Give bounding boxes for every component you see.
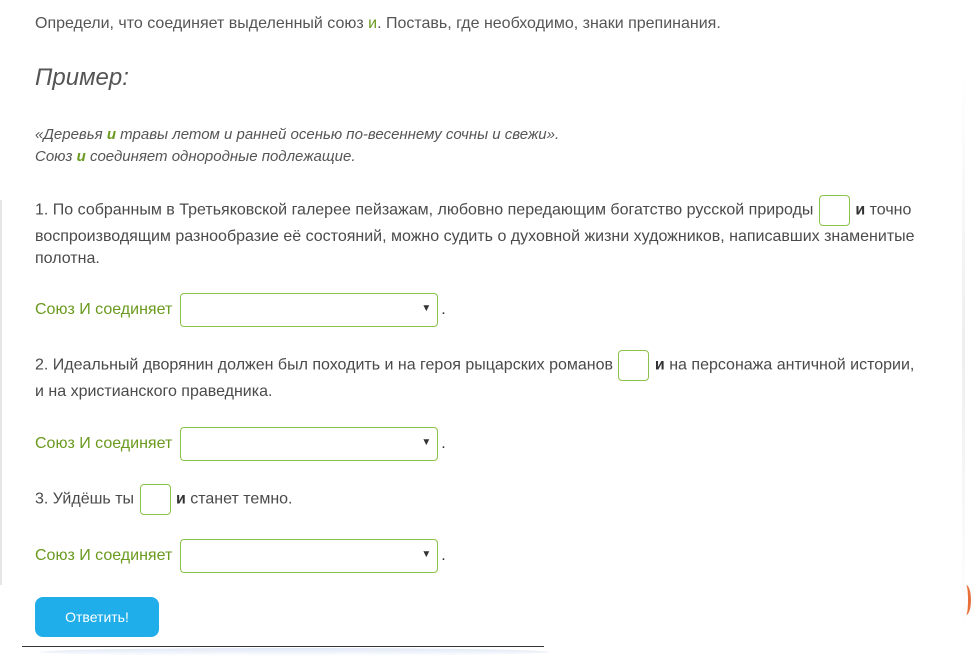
union-select-1[interactable] [180,293,438,327]
example-title: Пример: [35,64,129,91]
task-3-text [35,484,915,515]
example-explanation [35,148,356,165]
task-1-text [35,195,935,270]
dropdown-arrow-icon: ▼ [421,437,432,448]
dropdown-arrow-icon: ▼ [421,549,432,560]
side-decoration [961,585,971,615]
instruction-text-before: Определи, что соединяет выделенный союз [35,15,369,32]
trailing-period: . [441,435,446,452]
task-3-conjunction: и [175,490,186,508]
punctuation-input-1[interactable] [819,195,850,226]
trailing-period: . [441,301,446,318]
left-border [0,200,2,585]
task-2-text-before: 2. Идеальный дворянин должен был походить и на героя рыцарских романов [35,356,614,374]
punctuation-input-3[interactable] [140,484,171,515]
task-1-text-before: 1. По собранным в Третьяковской галерее пейзажам, любовно передающим богатство русской природы [35,201,814,219]
dropdown-arrow-icon: ▼ [421,303,432,314]
bottom-shadow [40,648,550,656]
task-2-conjunction: и [654,356,665,374]
submit-button[interactable]: Ответить! [35,597,159,637]
union-row-1 [35,293,446,327]
example-sentence-part: травы летом и ранней осенью по-весеннему сочны и свежи». [116,126,560,143]
right-border [962,70,965,630]
punctuation-input-2[interactable] [618,350,649,381]
union-select-2[interactable] [180,427,438,461]
example-explanation-part: соединяет однородные подлежащие. [85,148,356,165]
example-conjunction: и [76,148,86,165]
trailing-period: . [441,547,446,564]
task-2-text-after: на персонажа античной истории, и на христианского праведника. [35,356,915,400]
example-sentence-part: «Деревья [35,126,107,143]
instruction-highlight: и [368,15,378,32]
union-row-3 [35,539,446,573]
example-sentence [35,126,559,143]
instruction [35,15,721,33]
union-row-2 [35,427,446,461]
task-3-text-after: станет темно. [190,490,293,508]
instruction-text-after: . Поставь, где необходимо, знаки препинания. [377,15,721,32]
example-conjunction: и [106,126,117,143]
union-label-2: Союз И соединяет [35,435,173,452]
example-explanation-part: Союз [35,148,77,165]
union-label-1: Союз И соединяет [35,301,173,318]
task-1-text-after: точно воспроизводящим разнообразие её состояний, можно судить о духовной жизни художников, написавших знаменитые полотна. [35,201,915,267]
task-3-text-before: 3. Уйдёшь ты [35,490,135,508]
task-2-text [35,350,915,403]
union-select-3[interactable] [180,539,438,573]
task-1-conjunction: и [855,201,866,219]
bottom-divider [22,646,544,647]
union-label-3: Союз И соединяет [35,547,173,564]
